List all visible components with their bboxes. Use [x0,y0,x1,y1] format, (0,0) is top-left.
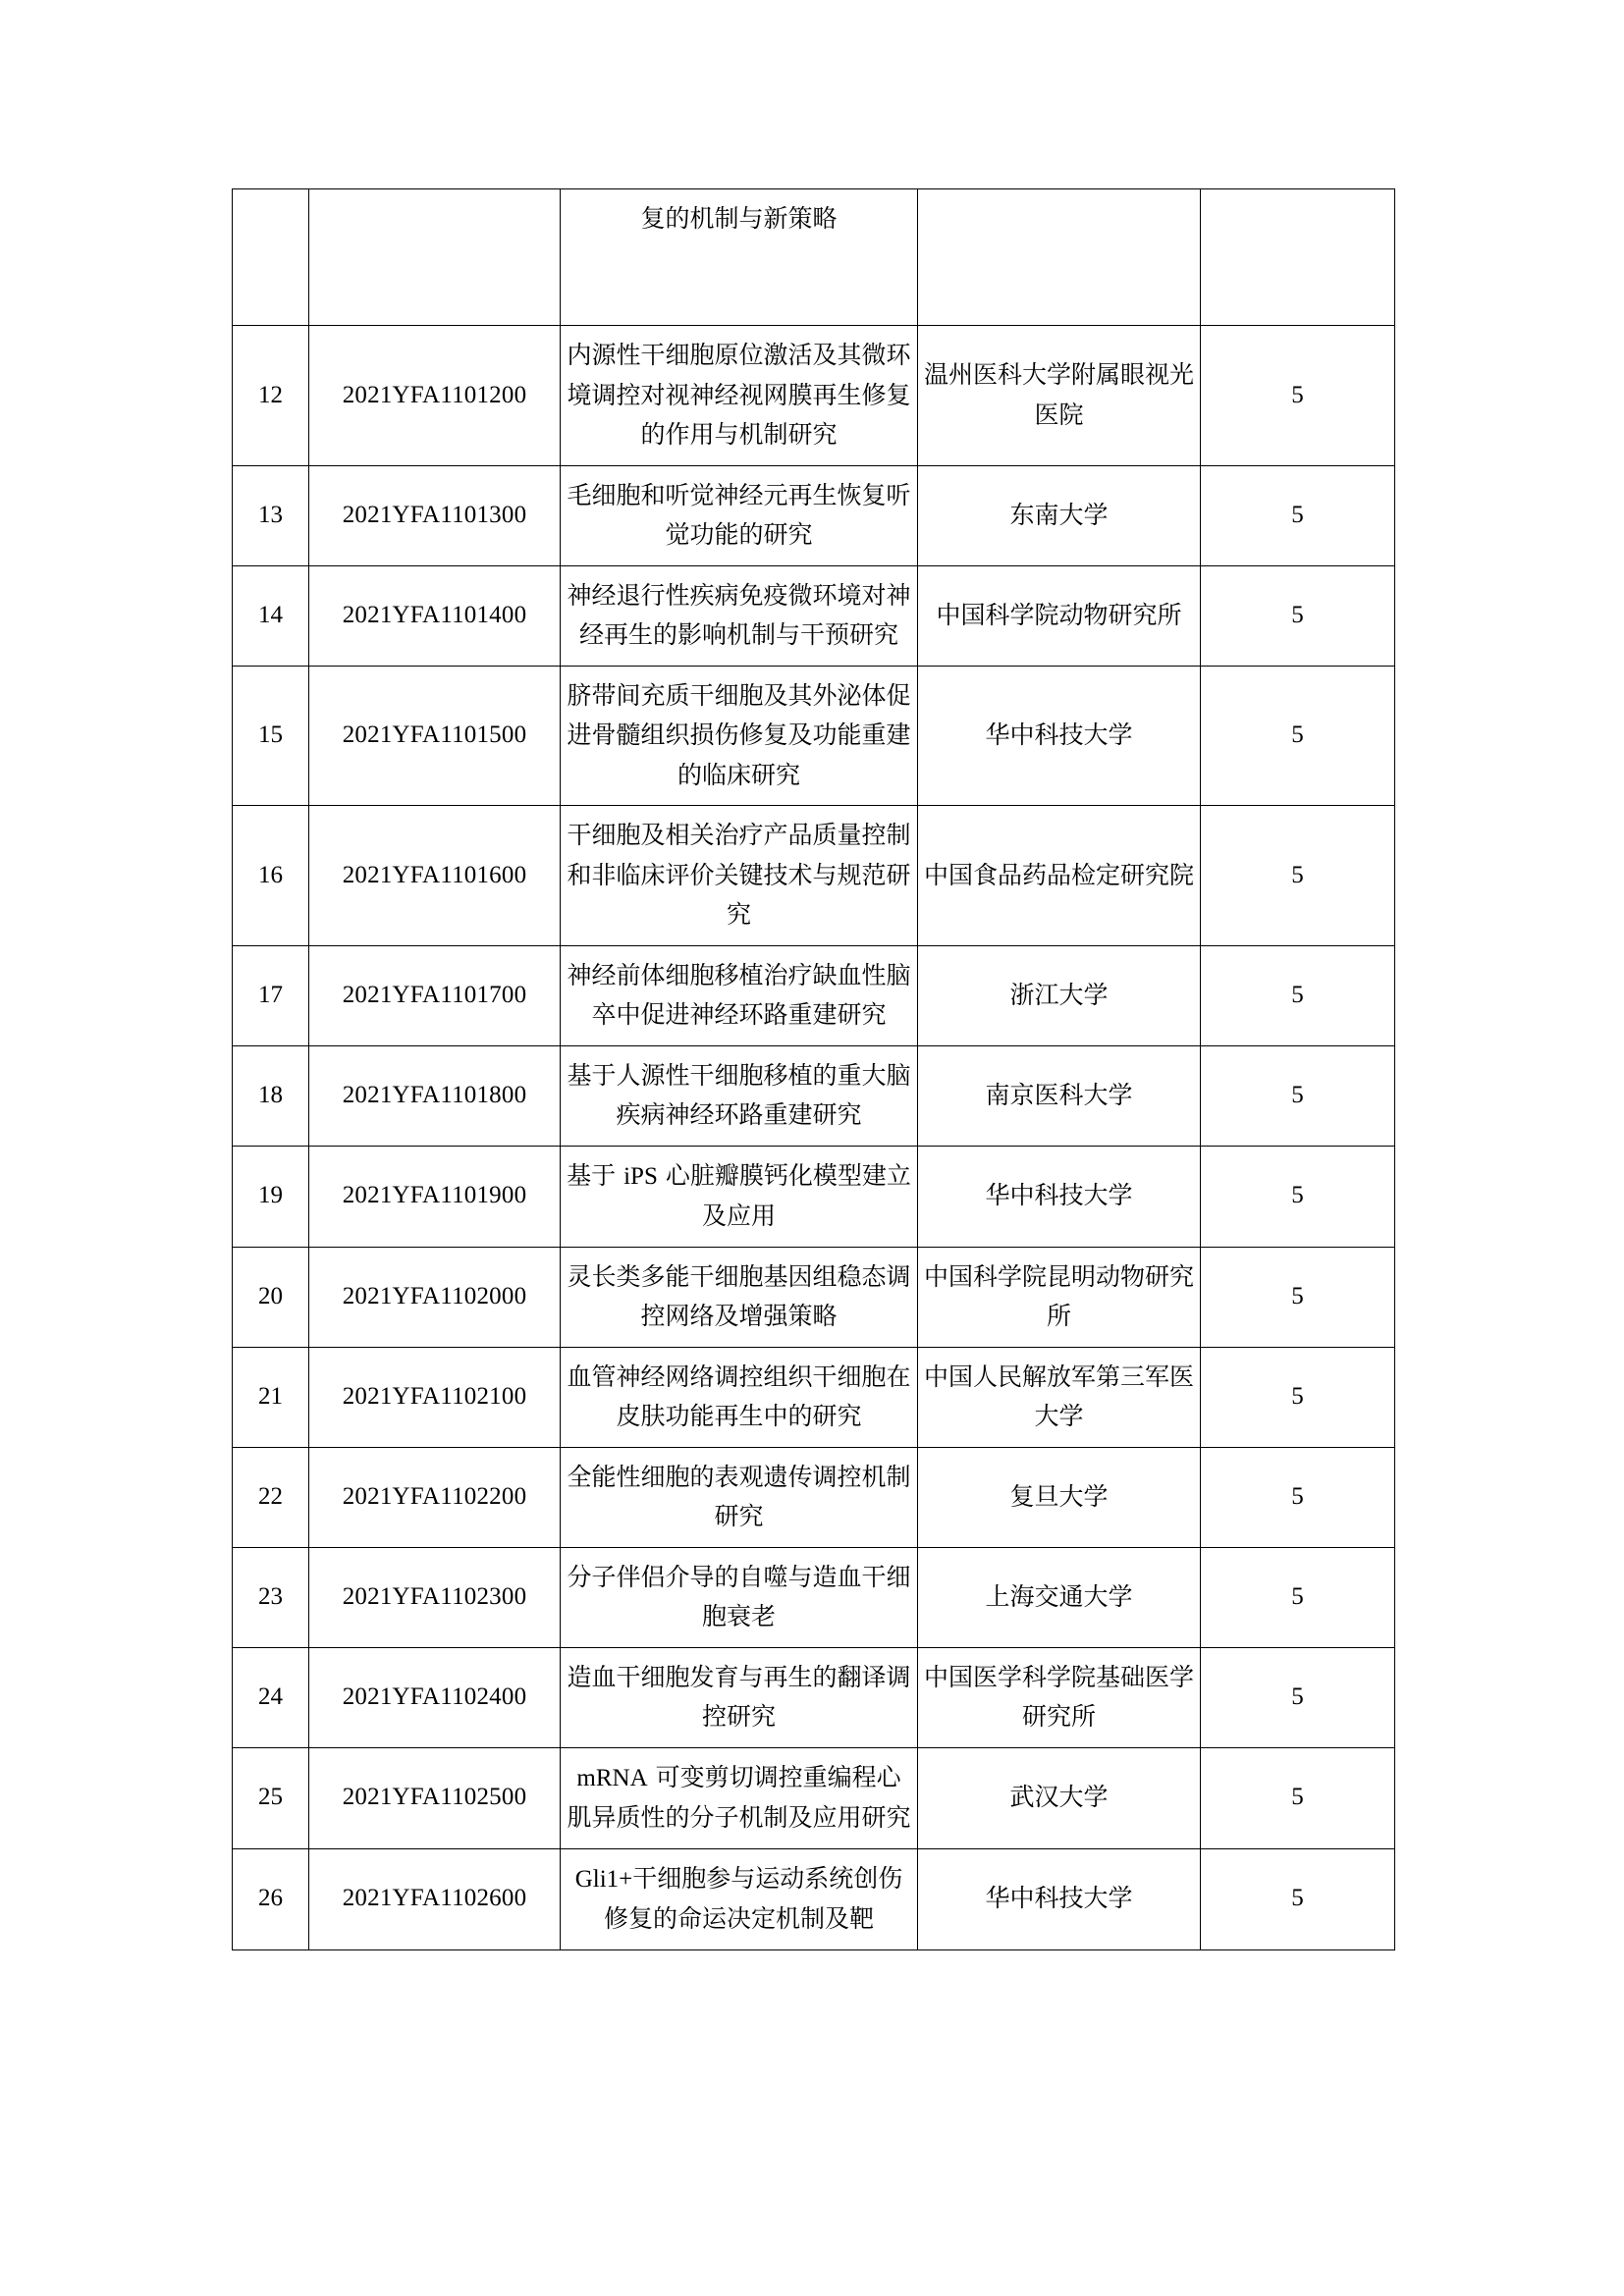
cell-org: 复旦大学 [918,1447,1201,1547]
grant-table-body [233,189,1395,1950]
cell-years: 5 [1201,1447,1395,1547]
cell-org: 东南大学 [918,465,1201,565]
cell-title: 神经退行性疾病免疫微环境对神经再生的影响机制与干预研究 [561,565,918,666]
table-row [233,1347,1395,1447]
cell-years: 5 [1201,1045,1395,1146]
cell-years: 5 [1201,945,1395,1045]
table-row [233,1848,1395,1949]
cell-seq: 18 [233,1045,309,1146]
cell-title: 基于 iPS 心脏瓣膜钙化模型建立及应用 [561,1146,918,1247]
grant-table [232,188,1395,1950]
table-row [233,1547,1395,1647]
cell-seq: 20 [233,1247,309,1347]
cell-title: 基于人源性干细胞移植的重大脑疾病神经环路重建研究 [561,1045,918,1146]
cell-code: 2021YFA1101600 [309,806,561,946]
grant-table-container [232,188,1394,1950]
cell-org: 武汉大学 [918,1747,1201,1848]
table-row [233,465,1395,565]
table-row [233,1045,1395,1146]
table-row [233,1247,1395,1347]
cell-title: 灵长类多能干细胞基因组稳态调控网络及增强策略 [561,1247,918,1347]
latin-run: Gli1+ [574,1865,633,1893]
table-row [233,666,1395,806]
table-row [233,1647,1395,1747]
cell-org: 华中科技大学 [918,666,1201,806]
cell-code: 2021YFA1102200 [309,1447,561,1547]
cell-org: 中国医学科学院基础医学研究所 [918,1647,1201,1747]
cell-org [918,189,1201,326]
table-row [233,565,1395,666]
cell-title: 内源性干细胞原位激活及其微环境调控对视神经视网膜再生修复的作用与机制研究 [561,326,918,466]
cell-seq: 23 [233,1547,309,1647]
cell-code: 2021YFA1101200 [309,326,561,466]
cell-years: 5 [1201,806,1395,946]
cell-years: 5 [1201,666,1395,806]
cell-code: 2021YFA1101900 [309,1146,561,1247]
cell-code: 2021YFA1102400 [309,1647,561,1747]
cell-title: 分子伴侣介导的自噬与造血干细胞衰老 [561,1547,918,1647]
cell-org: 中国人民解放军第三军医大学 [918,1347,1201,1447]
cell-code: 2021YFA1101300 [309,465,561,565]
cell-title: 血管神经网络调控组织干细胞在皮肤功能再生中的研究 [561,1347,918,1447]
cell-seq: 25 [233,1747,309,1848]
cell-years: 5 [1201,465,1395,565]
cell-years: 5 [1201,1547,1395,1647]
cell-code: 2021YFA1101400 [309,565,561,666]
cell-code: 2021YFA1102500 [309,1747,561,1848]
cell-years: 5 [1201,1347,1395,1447]
table-row [233,806,1395,946]
cell-title: 干细胞及相关治疗产品质量控制和非临床评价关键技术与规范研究 [561,806,918,946]
cell-org: 中国科学院动物研究所 [918,565,1201,666]
cell-org: 华中科技大学 [918,1146,1201,1247]
cell-title: Gli1+干细胞参与运动系统创伤修复的命运决定机制及靶 [561,1848,918,1949]
cell-code: 2021YFA1102000 [309,1247,561,1347]
cell-years: 5 [1201,565,1395,666]
cell-seq: 14 [233,565,309,666]
cell-code [309,189,561,326]
table-row [233,326,1395,466]
table-row [233,945,1395,1045]
cell-org: 南京医科大学 [918,1045,1201,1146]
cell-org: 中国食品药品检定研究院 [918,806,1201,946]
cell-seq: 12 [233,326,309,466]
table-row-continued [233,189,1395,326]
cell-code: 2021YFA1102600 [309,1848,561,1949]
cell-org: 浙江大学 [918,945,1201,1045]
cell-code: 2021YFA1101800 [309,1045,561,1146]
cell-years: 5 [1201,1848,1395,1949]
cell-org: 温州医科大学附属眼视光医院 [918,326,1201,466]
cell-title: 毛细胞和听觉神经元再生恢复听觉功能的研究 [561,465,918,565]
cell-title: 脐带间充质干细胞及其外泌体促进骨髓组织损伤修复及功能重建的临床研究 [561,666,918,806]
cell-seq [233,189,309,326]
cell-seq: 22 [233,1447,309,1547]
cell-code: 2021YFA1101700 [309,945,561,1045]
cell-title: 全能性细胞的表观遗传调控机制研究 [561,1447,918,1547]
cell-title: mRNA 可变剪切调控重编程心肌异质性的分子机制及应用研究 [561,1747,918,1848]
cell-seq: 19 [233,1146,309,1247]
cell-seq: 26 [233,1848,309,1949]
cell-seq: 16 [233,806,309,946]
cell-years: 5 [1201,1146,1395,1247]
cell-title: 复的机制与新策略 [561,189,918,326]
cell-org: 上海交通大学 [918,1547,1201,1647]
cell-org: 华中科技大学 [918,1848,1201,1949]
cell-code: 2021YFA1102100 [309,1347,561,1447]
table-row [233,1747,1395,1848]
cell-years: 5 [1201,1747,1395,1848]
cell-years: 5 [1201,1247,1395,1347]
cell-code: 2021YFA1102300 [309,1547,561,1647]
cell-org: 中国科学院昆明动物研究所 [918,1247,1201,1347]
cell-seq: 21 [233,1347,309,1447]
cell-title: 神经前体细胞移植治疗缺血性脑卒中促进神经环路重建研究 [561,945,918,1045]
cell-seq: 15 [233,666,309,806]
latin-run: mRNA [576,1764,648,1791]
cell-seq: 13 [233,465,309,565]
cell-seq: 24 [233,1647,309,1747]
table-row [233,1447,1395,1547]
cell-years: 5 [1201,1647,1395,1747]
cell-seq: 17 [233,945,309,1045]
latin-run: iPS [623,1162,658,1190]
cell-code: 2021YFA1101500 [309,666,561,806]
cell-title: 造血干细胞发育与再生的翻译调控研究 [561,1647,918,1747]
cell-years: 5 [1201,326,1395,466]
table-row [233,1146,1395,1247]
cell-years [1201,189,1395,326]
